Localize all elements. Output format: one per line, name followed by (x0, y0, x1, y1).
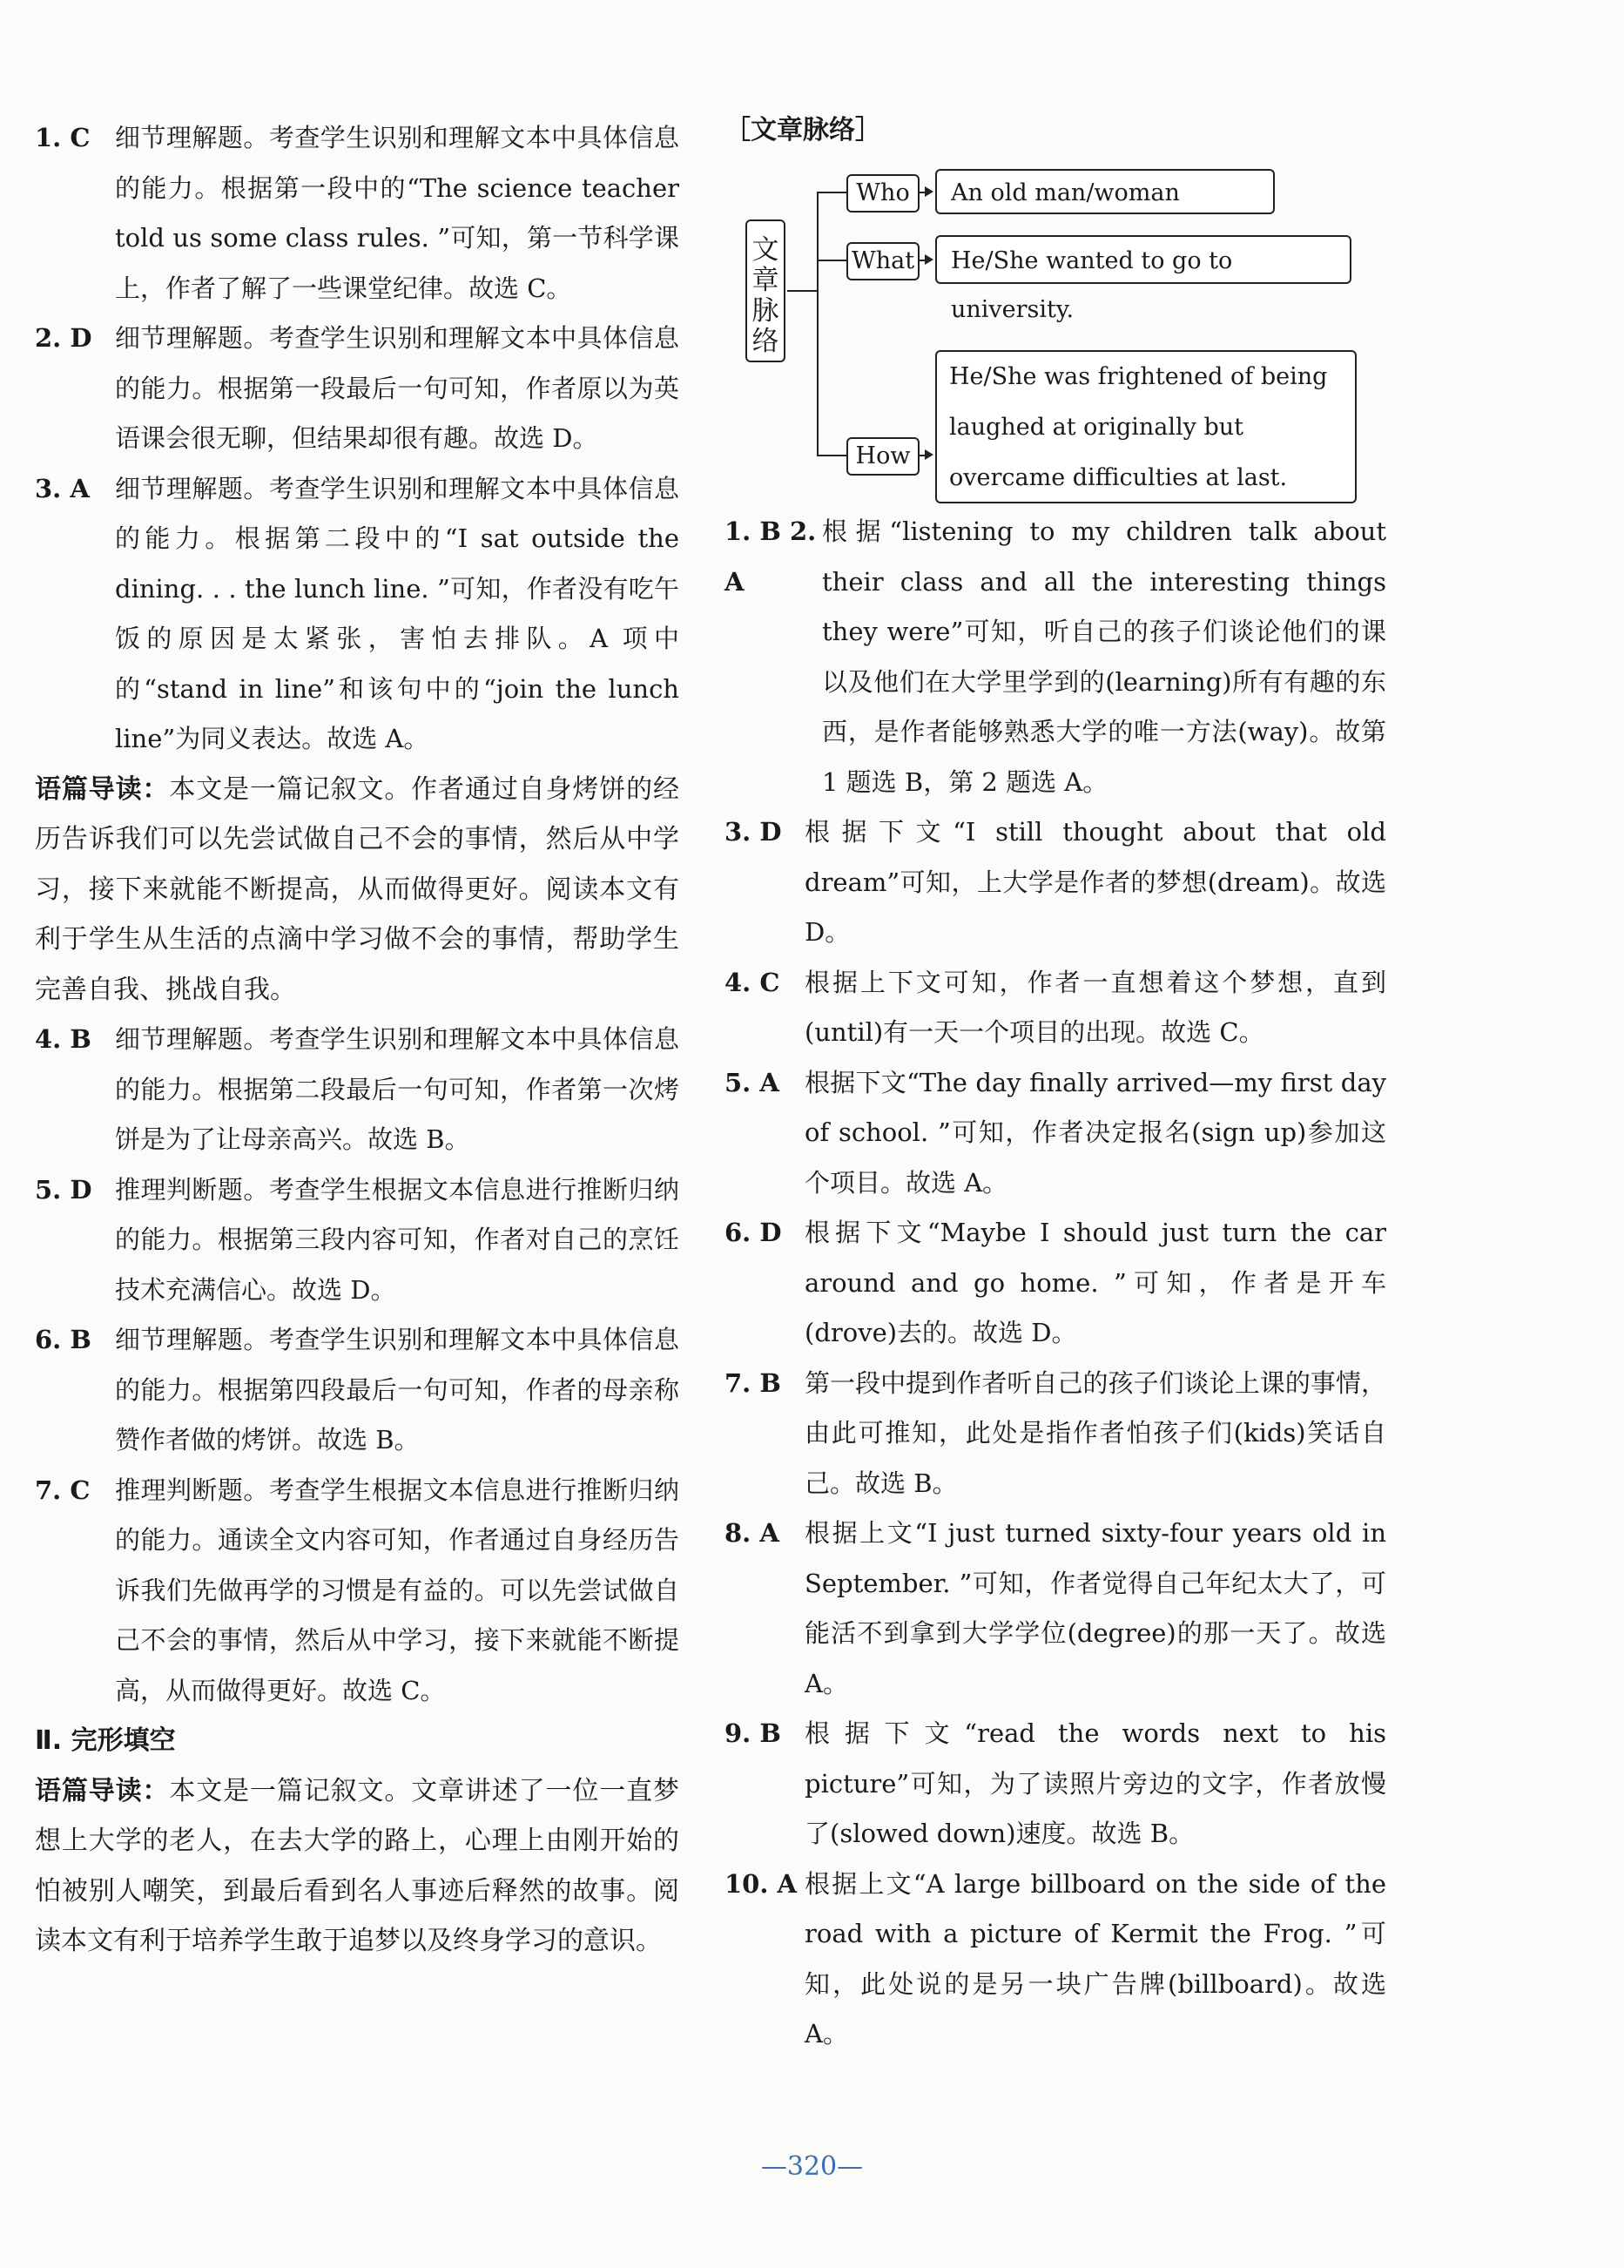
answer-number: 2. D (35, 323, 92, 353)
answer-item (35, 113, 679, 314)
answer-explanation: 细节理解题。考查学生识别和理解文本中具体信息的能力。根据第一段中的“The science teacher told us some class rules. ”可知，第一节科学课上，作者了解了一些课堂纪律。故选 C。 (115, 123, 679, 303)
outline-who-text: An old man/woman (935, 169, 1275, 214)
right-column (724, 113, 1386, 2060)
answer-explanation: 根据上文“A large billboard on the side of the road with a picture of Kermit the Frog. ”可知，此处说的是另一块广告牌(billboard)。故选 A。 (805, 1868, 1386, 2049)
outline-what-text: He/She wanted to go to university. (935, 235, 1351, 284)
outline-who-label: Who (846, 174, 920, 213)
arrow-icon (925, 254, 933, 265)
answer-item (35, 1466, 679, 1717)
answer-explanation: 细节理解题。考查学生识别和理解文本中具体信息的能力。根据第一段最后一句可知，作者原以为英语课会很无聊，但结果却很有趣。故选 D。 (115, 323, 679, 453)
outline-diagram (724, 148, 1386, 507)
answer-number: 6. D (724, 1218, 782, 1247)
answer-item (724, 1058, 1386, 1209)
answer-number: 7. B (724, 1367, 781, 1398)
answer-list-a (35, 113, 679, 765)
answer-explanation: 根据下文“read the words next to his picture”可知，为了读照片旁边的文字，作者放慢了(slowed down)速度。故选 B。 (805, 1718, 1386, 1848)
answer-number: 8. A (724, 1518, 779, 1548)
reading-guide-1 (35, 765, 679, 1016)
reading-guide-text: 本文是一篇记叙文。文章讲述了一位一直梦想上大学的老人，在去大学的路上，心理上由刚开始的怕被别人嘲笑，到最后看到名人事迹后释然的故事。阅读本文有利于培养学生敢于追梦以及终身学习的意识。 (35, 1775, 680, 1956)
answer-item (724, 1208, 1386, 1359)
answer-explanation: 根据下文“Maybe I should just turn the car around and go home. ”可知，作者是开车(drove)去的。故选 D。 (805, 1218, 1386, 1347)
answer-number: 10. A (724, 1868, 798, 1899)
reading-guide-label: 语篇导读： (35, 1775, 170, 1806)
answer-number: 5. D (35, 1174, 92, 1205)
answer-explanation: 根据上文“I just turned sixty-four years old in September. ”可知，作者觉得自己年纪太大了，可能活不到拿到大学学位(degree)的那一天了。故选 A。 (805, 1518, 1386, 1698)
answer-item (724, 807, 1386, 958)
answer-explanation: 根据下文“I still thought about that old dream”可知，上大学是作者的梦想(dream)。故选 D。 (805, 817, 1386, 947)
answer-number: 4. C (724, 967, 780, 997)
left-column (35, 113, 679, 1967)
reading-guide-label: 语篇导读： (35, 773, 170, 805)
arrow-icon (925, 186, 933, 197)
answer-number: 6. B (35, 1325, 91, 1354)
reading-guide-2 (35, 1766, 679, 1967)
answer-item (35, 1165, 679, 1316)
answer-item (35, 464, 679, 765)
answer-item (724, 1509, 1386, 1709)
answer-explanation: 细节理解题。考查学生识别和理解文本中具体信息的能力。根据第二段中的“I sat outside the dining. . . the lunch line. ”可知，作者没有吃午饭的原因是太紧张，害怕去排队。A 项中的“stand in line”和该句中的“join the lunch line”为同义表达。故选 A。 (115, 473, 679, 753)
answer-explanation: 推理判断题。考查学生根据文本信息进行推断归纳的能力。根据第三段内容可知，作者对自己的烹饪技术充满信心。故选 D。 (115, 1174, 679, 1305)
answer-item (724, 1359, 1386, 1509)
section-title: Ⅱ. 完形填空 (35, 1725, 176, 1756)
answer-item (35, 1315, 679, 1466)
answer-item (724, 1709, 1386, 1860)
answer-number: 4. B (35, 1024, 91, 1054)
answer-explanation: 细节理解题。考查学生识别和理解文本中具体信息的能力。根据第四段最后一句可知，作者的母亲称赞作者做的烤饼。故选 B。 (115, 1325, 679, 1455)
answer-number: 1. C (35, 123, 91, 152)
answer-number: 3. D (724, 817, 782, 847)
answer-explanation: 根据上下文可知，作者一直想着这个梦想，直到(until)有一天一个项目的出现。故选 C。 (805, 967, 1386, 1047)
outline-what-label: What (846, 242, 920, 280)
answer-list-right (724, 507, 1386, 2060)
arrow-icon (925, 449, 933, 460)
answer-number: 1. B 2. A (724, 516, 817, 597)
answer-item (35, 314, 679, 464)
answer-item (724, 1860, 1386, 2060)
answer-item (35, 1015, 679, 1165)
reading-guide-text: 本文是一篇记叙文。作者通过自身烤饼的经历告诉我们可以先尝试做自己不会的事情，然后从中学习，接下来就能不断提高，从而做得更好。阅读本文有利于学生从生活的点滴中学习做不会的事情，帮助学生完善自我、挑战自我。 (35, 773, 680, 1005)
answer-explanation: 根据下文“The day finally arrived—my first day of school. ”可知，作者决定报名(sign up)参加这个项目。故选 A。 (805, 1067, 1386, 1198)
outline-title: ［文章脉络］ (724, 115, 881, 145)
page-number: —320— (760, 2151, 864, 2182)
answer-explanation: 推理判断题。考查学生根据文本信息进行推断归纳的能力。通读全文内容可知，作者通过自身经历告诉我们先做再学的习惯是有益的。可以先尝试做自己不会的事情，然后从中学习，接下来就能不断提高，从而做得更好。故选 C。 (115, 1475, 679, 1705)
answer-number: 5. A (724, 1067, 779, 1097)
outline-how-text: He/She was frightened of being laughed at originally but overcame difficulties at last. (935, 350, 1357, 503)
answer-list-b (35, 1015, 679, 1716)
outline-how-label: How (846, 437, 920, 476)
outline-root: 文章脉络 (745, 219, 785, 362)
answer-explanation: 第一段中提到作者听自己的孩子们谈论上课的事情，由此可推知，此处是指作者怕孩子们(kids)笑话自己。故选 B。 (805, 1367, 1386, 1498)
answer-explanation: 根据“listening to my children talk about their class and all the interesting things they were”可知，听自己的孩子们谈论他们的课以及他们在大学里学到的(learning)所有有趣的东西，是作者能够熟悉大学的唯一方法(way)。故第 1 题选 B，第 2 题选 A。 (822, 516, 1386, 797)
answer-number: 7. C (35, 1475, 91, 1505)
answer-number: 3. A (35, 473, 90, 503)
answer-item (724, 507, 1386, 807)
answer-number: 9. B (724, 1718, 781, 1748)
answer-explanation: 细节理解题。考查学生识别和理解文本中具体信息的能力。根据第二段最后一句可知，作者第一次烤饼是为了让母亲高兴。故选 B。 (115, 1024, 679, 1154)
answer-item (724, 958, 1386, 1058)
